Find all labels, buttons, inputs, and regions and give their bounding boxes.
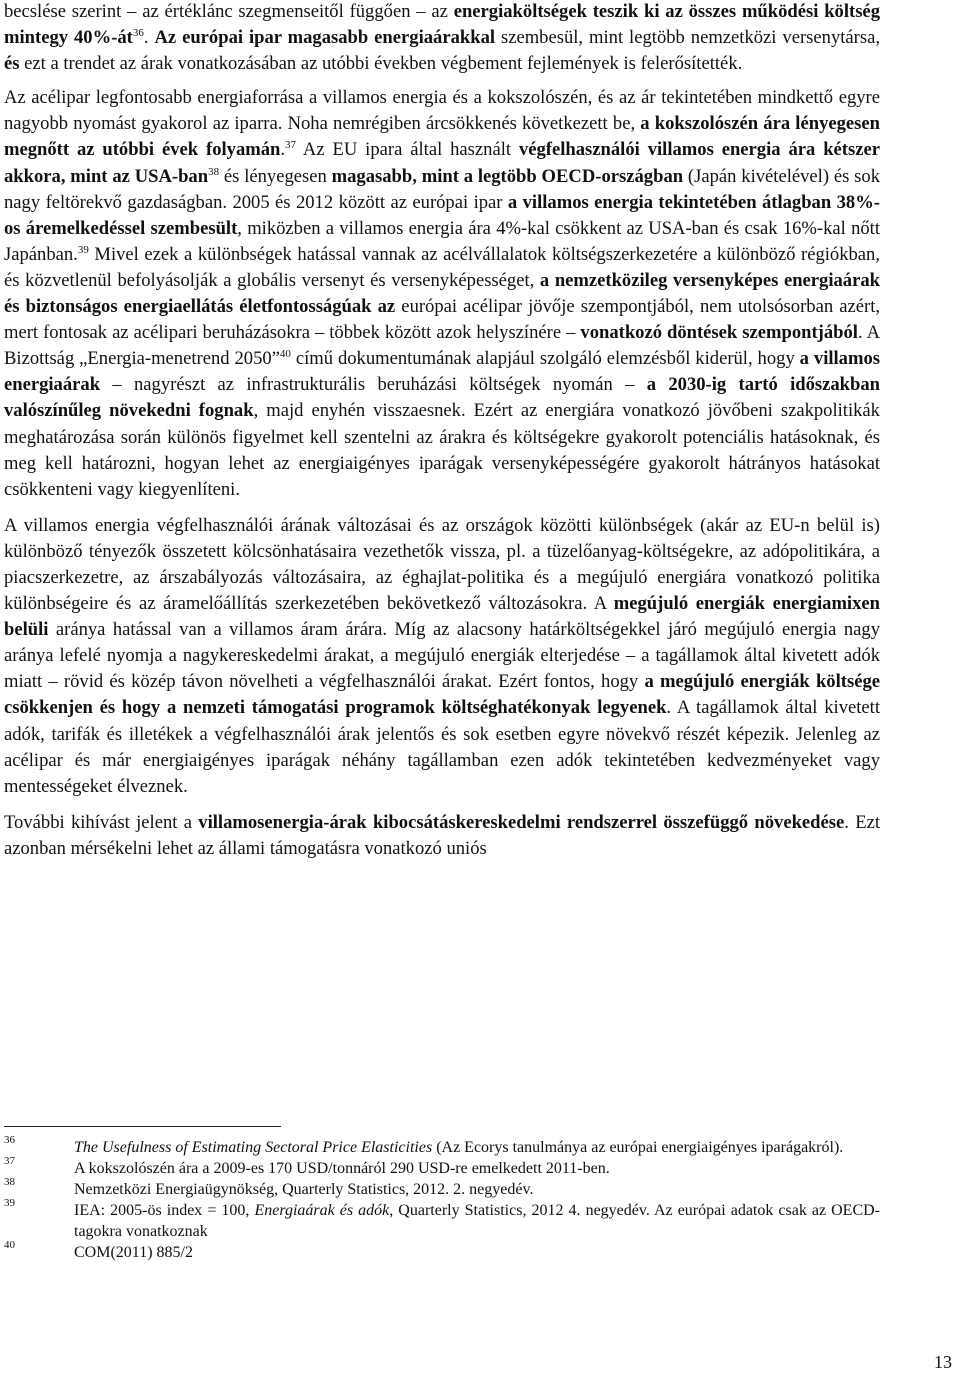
text-run: . A Bizottság „Energia-menetrend 2050” <box>4 322 880 370</box>
footnote-ref-37[interactable]: 37 <box>285 139 297 152</box>
text-run: , majd enyhén visszaesnek. Ezért az energiára vonatkozó jövőbeni szakpolitikák meghatározása során különös figyelmet kell szentelni az árakra és költségekre gyakorolt potenciális hatásoknak, és meg kell határozni, hogyan lehet az energiaigényes iparágak versenyképességére gyakorolt hátrányos hatásokat csökkenteni vagy kiegyenlíteni. <box>4 400 880 500</box>
bold-text: és <box>4 53 20 75</box>
footnote-ref-40[interactable]: 40 <box>279 348 291 361</box>
text-run: aránya hatással van a villamos áram árára. Míg az alacsony határköltségekkel járó megújuló energia nagy aránya lefelé nyomja a nagykereskedelmi árakat, a megújuló energiák elterjedése – a tagállamok által kivetett adók miatt – rövid és közép távon növelheti a végfelhasználói árakat. Ezért fontos, hogy <box>4 619 880 693</box>
text-run: A villamos energia végfelhasználói árának változásai és az országok közötti különbségek (akár az EU-n belül is) különböző tényezők összetett kölcsönhatásaira vezethetők vissza, pl. a tüzelőanyag-költségekre, az adópolitikára, a piacszerkezetre, az árszabályozás változásaira, az éghajlat-politika és a megújuló energiára vonatkozó politika különbségeire és az áramelőállítás szerkezetében bekövetkező változásokra. A <box>4 514 880 615</box>
page-number: 13 <box>934 1352 952 1372</box>
footnote-italic-title: The Usefulness of Estimating Sectoral Price Elasticities <box>74 1139 433 1156</box>
document-body <box>4 0 880 872</box>
footnote-38 <box>4 1176 880 1200</box>
text-run: szembesül, mint legtöbb nemzetközi versenytársa, <box>495 27 880 49</box>
footnote-text: COM(2011) 885/2 <box>74 1244 193 1261</box>
text-run: , miközben a villamos energia ára 4%-kal csökkent az USA-ban és csak 16%-kal nőtt Japánban. <box>4 217 880 265</box>
footnotes <box>4 1134 881 1263</box>
footnote-36 <box>4 1134 880 1158</box>
text-run: . <box>280 139 286 161</box>
bold-text: a megújuló energiák költsége csökkenjen és hogy a nemzeti támogatási programok költséghatékonyak legyenek <box>4 671 880 719</box>
text-run: Az EU ipara által használt <box>296 139 519 161</box>
text-run: Mivel ezek a különbségek hatással vannak az acélvállalatok költségszerkezetére a különböző régiókban, és közvetlenül befolyásolják a globális versenyt és versenyképességet, <box>4 243 880 291</box>
text-run: becslése szerint – az értéklánc szegmenseitől függően – az <box>4 1 454 22</box>
footnote-number: 36 <box>4 1134 15 1146</box>
bold-text: a nemzetközileg versenyképes energiaárak és biztonságos energiaellátás életfontosságúak az <box>4 269 880 318</box>
footnote-ref-39[interactable]: 39 <box>77 243 89 256</box>
bold-text: megújuló energiák energiamixen belüli <box>4 593 880 641</box>
footnote-text: (Az Ecorys tanulmánya az európai energiaigényes iparágakról). <box>432 1139 844 1156</box>
footnote-number: 40 <box>4 1239 15 1251</box>
bold-text: Az európai ipar magasabb energiaárakkal <box>154 27 496 49</box>
footnote-text: IEA: 2005-ös index = 100, <box>74 1202 255 1219</box>
footnote-40 <box>4 1239 880 1263</box>
footnote-ref-38[interactable]: 38 <box>208 165 220 178</box>
text-run: Az acélipar legfontosabb energiaforrása a villamos energia és a kokszolószén, és az ár tekintetében mindkettő egyre nagyobb nyomást gyakorol az iparra. Noha nemrégiben árcsökkenés következett be, <box>4 87 880 135</box>
footnote-ref-36[interactable]: 36 <box>132 27 144 40</box>
footnote-text: , Quarterly Statistics, 2012 4. negyedév. Az európai adatok csak az OECD-tagokra vonatkoznak <box>74 1202 881 1240</box>
bold-text: a villamos energia tekintetében átlagban 38%-os áremelkedéssel szembesült <box>4 191 881 239</box>
paragraph-3 <box>4 513 880 800</box>
bold-text: a kokszolószén ára lényegesen megnőtt az utóbbi évek folyamán <box>4 113 880 161</box>
bold-text: villamosenergia-árak kibocsátáskereskedelmi rendszerrel összefüggő növekedése <box>198 811 845 833</box>
footnote-text: A kokszolószén ára a 2009-es 170 USD/tonnáról 290 USD-re emelkedett 2011-ben. <box>74 1160 610 1177</box>
text-run: ezt a trendet az árak vonatkozásában az utóbbi években végbement fejlemények is felerősítették. <box>19 53 743 75</box>
text-run: – nagyrészt az infrastrukturális beruházási költségek nyomán – <box>100 374 647 396</box>
paragraph-4 <box>4 810 880 862</box>
text-run: További kihívást jelent a <box>4 811 199 833</box>
text-run: és lényegesen <box>219 165 332 187</box>
footnote-number: 37 <box>4 1155 15 1167</box>
bold-text: vonatkozó döntések szempontjából <box>580 322 858 344</box>
text-run: . <box>143 27 155 49</box>
footnote-number: 39 <box>4 1197 15 1209</box>
footnote-39 <box>4 1197 881 1242</box>
text-run: című dokumentumának alapjául szolgáló elemzésből kiderül, hogy <box>290 348 800 370</box>
footnote-37 <box>4 1155 880 1179</box>
text-run: (Japán kivételével) és sok nagy feltörekvő gazdaságban. 2005 és 2012 között az európai ipar <box>4 165 881 213</box>
bold-text: magasabb, mint a legtöbb OECD-országban <box>331 165 684 187</box>
footnote-italic-title: Energiaárak és adók <box>254 1202 390 1219</box>
bold-text: végfelhasználói villamos energia ára kétszer akkora, mint az USA-ban <box>4 139 880 187</box>
bold-text: a 2030-ig tartó időszakban valószínűleg növekedni fognak <box>4 374 880 422</box>
text-run: . Ezt azonban mérsékelni lehet az állami támogatásra vonatkozó uniós <box>4 811 880 859</box>
footnote-text: Nemzetközi Energiaügynökség, Quarterly Statistics, 2012. 2. negyedév. <box>74 1181 534 1198</box>
footnote-separator <box>4 1126 281 1127</box>
footnote-number: 38 <box>4 1176 15 1188</box>
bold-text: energiaköltségek teszik ki az összes működési költség mintegy 40%-át <box>4 1 880 49</box>
paragraph-2 <box>4 85 880 503</box>
bold-text: a villamos energiaárak <box>4 348 881 396</box>
text-run: európai acélipar jövője szempontjából, nem utolsósorban azért, mert fontosak az acélipari beruházásokra – többek között azok helyszínére – <box>4 296 881 344</box>
text-run: . A tagállamok által kivetett adók, tarifák és illetékek a végfelhasználói árak jelentős és sok esetben egyre növekvő részét képezik. Jelenleg az acélipar és már energiaigényes iparágak néhány tagállamban ezen adók tekintetében kedvezményeket vagy mentességeket élveznek. <box>4 697 880 797</box>
paragraph-1 <box>4 0 880 77</box>
